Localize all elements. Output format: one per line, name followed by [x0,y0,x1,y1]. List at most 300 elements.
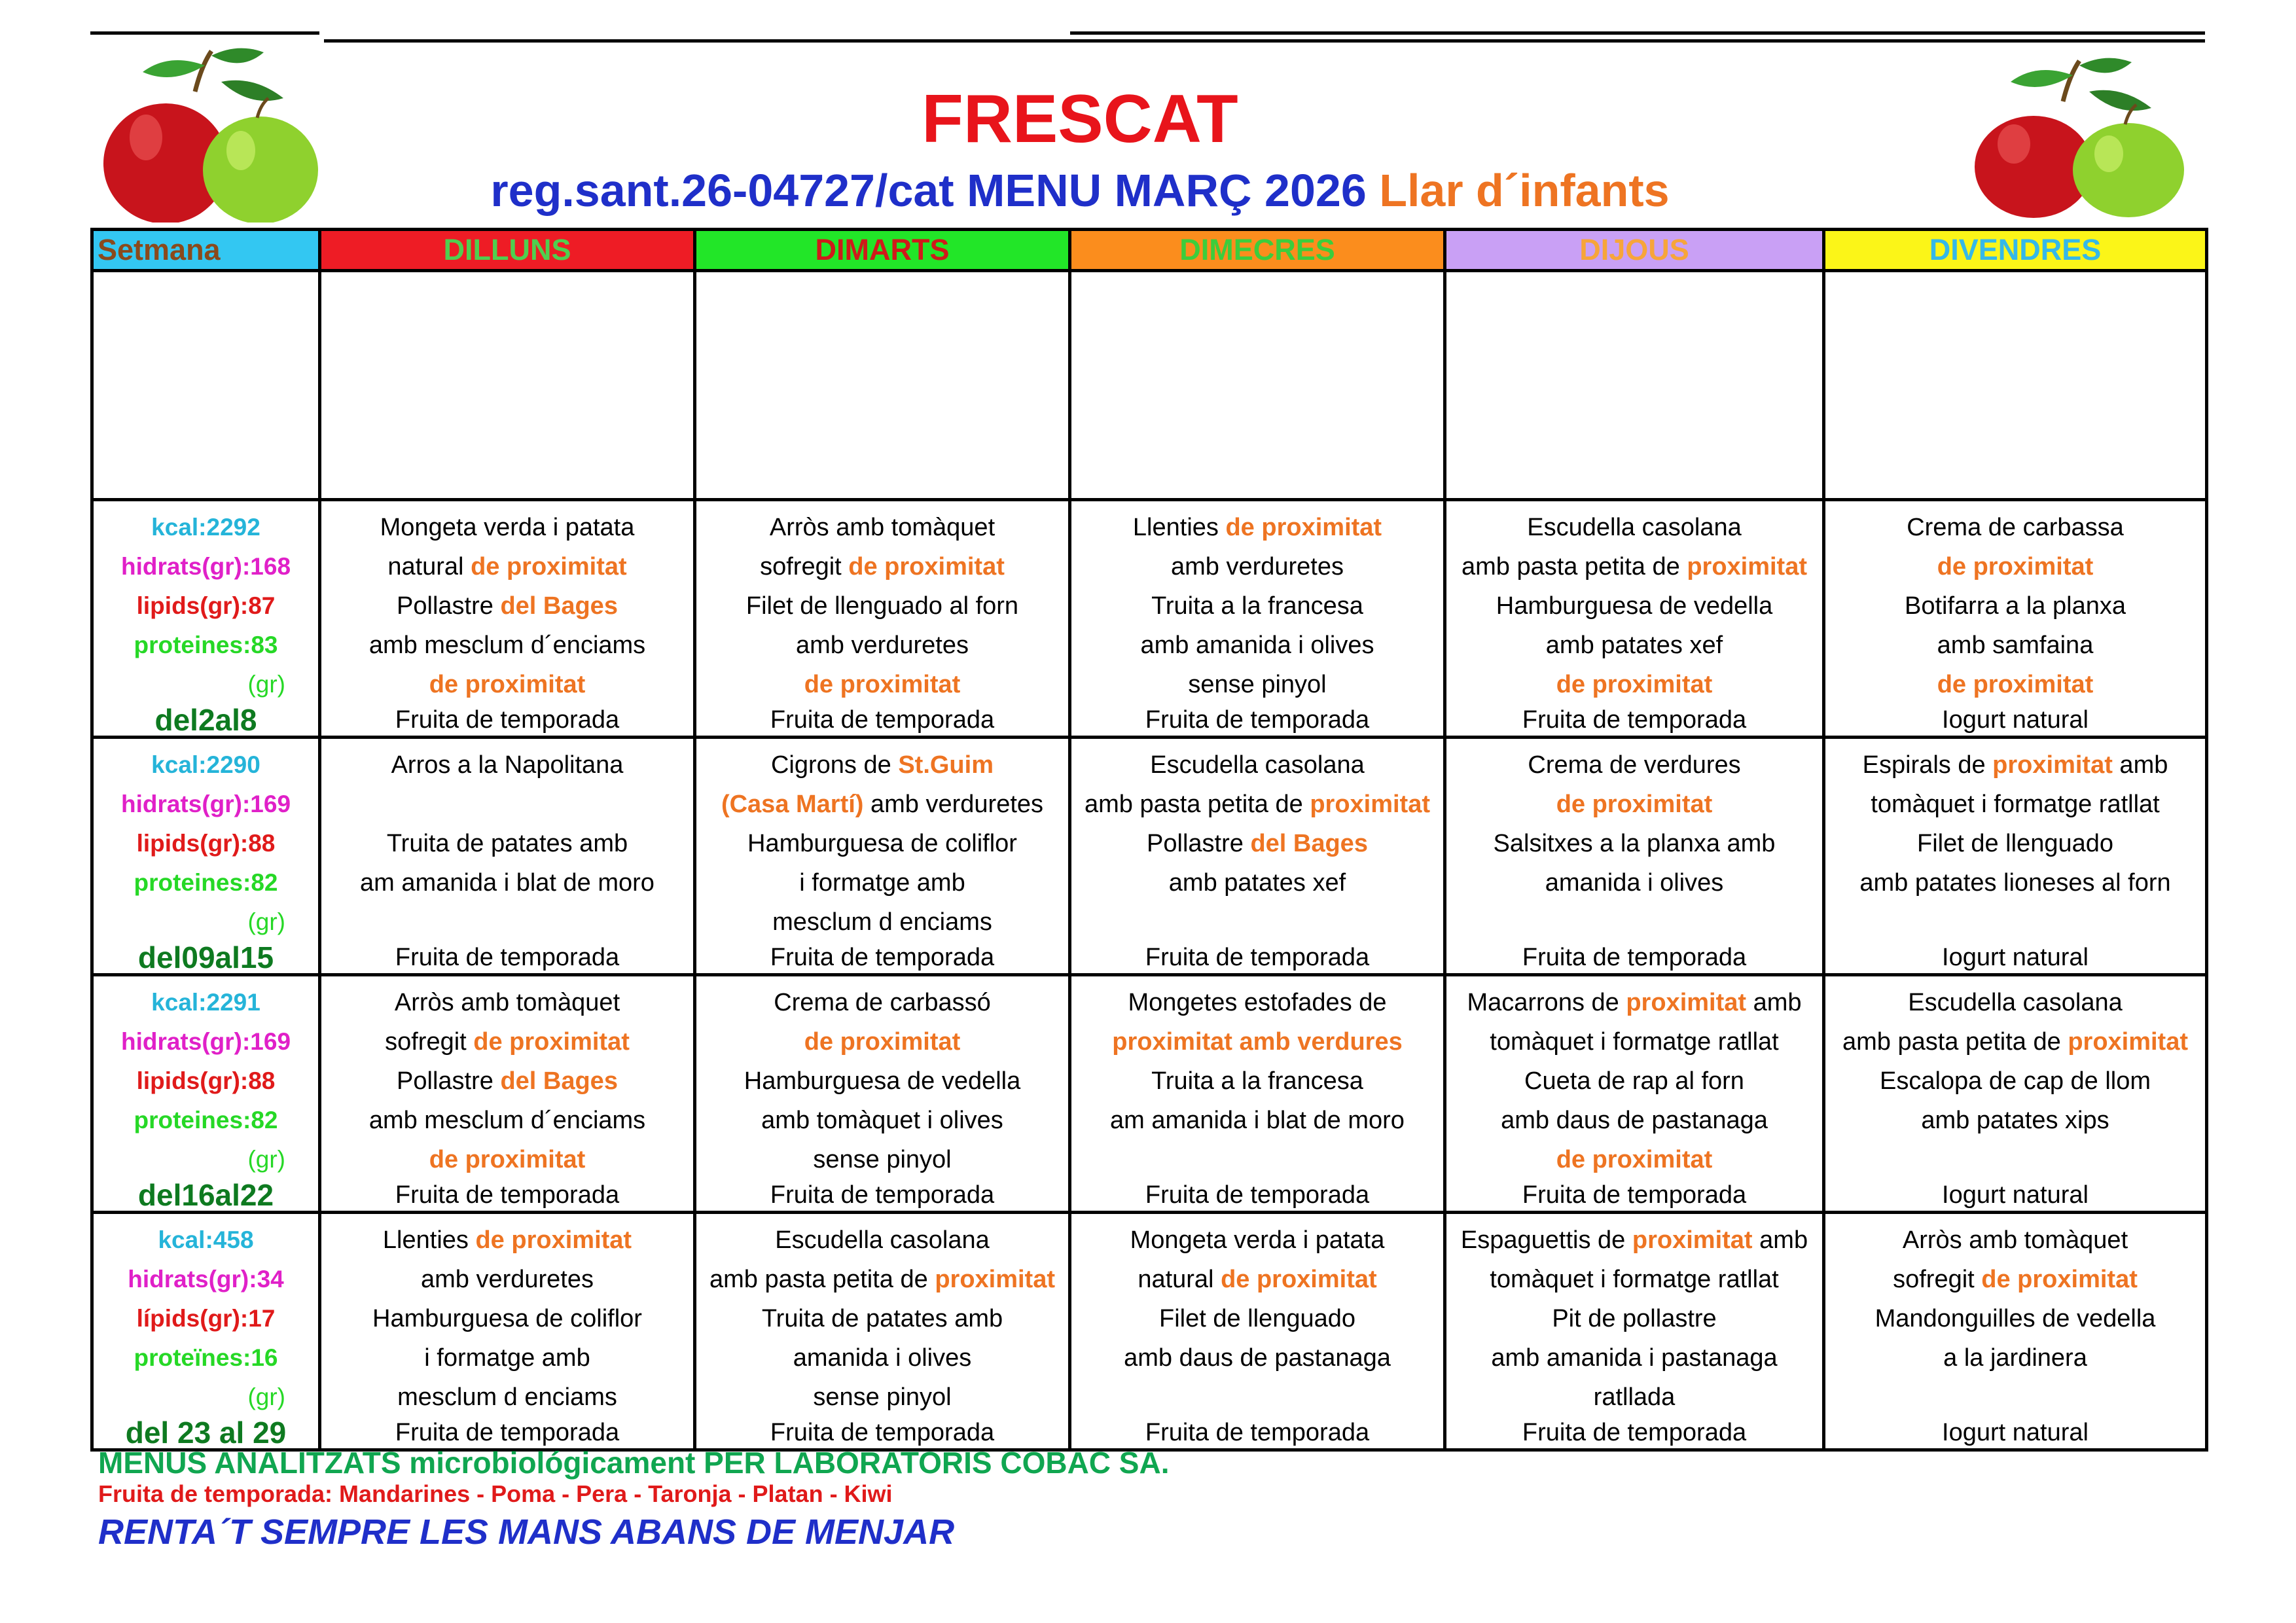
menu-cell [320,738,695,975]
menu-line [696,863,1068,902]
menu-line [1446,1140,1822,1179]
highlight-text: de proximitat [471,553,627,580]
week-row [92,975,2207,1213]
dish-text: Crema de carbassa [1907,514,2124,541]
dish-text: Espaguettis de [1460,1226,1632,1254]
menu-line [1825,902,2205,942]
highlight-text: proximitat [2068,1028,2189,1056]
dish-text: Hamburguesa de vedella [1496,592,1773,620]
menu-line [1071,942,1443,973]
menu-line [321,863,693,902]
menu-line [1446,1221,1822,1260]
menu-line [1825,1299,2205,1338]
menu-line [321,704,693,736]
dish-text: Botifarra a la planxa [1905,592,2126,620]
menu-line [321,983,693,1022]
menu-line [1071,1179,1443,1211]
menu-line [1071,902,1443,942]
protein-value: proteïnes:16 [134,1344,278,1371]
menu-line [1446,626,1822,665]
dish-text: Fruita de temporada [1522,1419,1747,1446]
highlight-text: (Casa Martí) [721,791,864,818]
protein-value: proteines:82 [134,869,278,896]
highlight-text: de proximitat [1221,1266,1377,1293]
dish-text: amb [1752,1226,1808,1254]
dish-text: amb patates xef [1168,869,1346,897]
dish-text: natural [1138,1266,1221,1293]
highlight-text: proximitat [1626,989,1747,1016]
menu-line [1446,1061,1822,1101]
dish-text: Filet de llenguado [1159,1305,1355,1332]
menu-line [321,508,693,547]
dish-text: Arròs amb tomàquet [769,514,996,541]
dish-text: Cueta de rap al forn [1524,1067,1744,1095]
menu-cell [320,500,695,738]
dish-text: i formatge amb [799,869,965,897]
menu-line [321,547,693,586]
menu-line [321,902,693,942]
menu-line [696,1338,1068,1378]
dish-text: sofregit [385,1028,474,1056]
dish-text: Escudella casolana [1527,514,1742,541]
dish-text: amb verduretes [795,632,969,659]
menu-line [321,1061,693,1101]
lipids-value: lipids(gr):87 [136,592,276,619]
dish-text: Crema de carbassó [774,989,991,1016]
highlight-text: proximitat [1310,791,1431,818]
menu-subtitle [262,162,1898,219]
menu-line [1071,1140,1443,1179]
menu-line [1446,785,1822,824]
dish-text: sense pinyol [813,1146,952,1173]
menu-line [1825,824,2205,863]
menu-line [1825,508,2205,547]
menu-line [1825,863,2205,902]
menu-line [696,745,1068,785]
menu-line [696,942,1068,973]
menu-line [1071,824,1443,863]
dish-text: natural [387,553,471,580]
dish-text: amb pasta petita de [1084,791,1310,818]
dish-text: Filet de llenguado al forn [745,592,1019,620]
carbs-value: hidrats(gr):169 [120,791,291,817]
dish-text: Fruita de temporada [395,944,620,971]
menu-line [696,586,1068,626]
dish-text: sense pinyol [813,1383,952,1411]
dish-text: amb pasta petita de [1461,553,1687,580]
dish-text: Escudella casolana [1150,751,1365,779]
menu-line [696,704,1068,736]
menu-line [1071,745,1443,785]
menu-line [321,1378,693,1417]
top-border-left [90,31,319,35]
dish-text: Arròs amb tomàquet [394,989,620,1016]
dish-text: ratllada [1593,1383,1676,1411]
dish-text: amb patates xips [1921,1107,2109,1134]
dish-text: amb patates lioneses al forn [1859,869,2171,897]
menu-cell [1445,975,1824,1213]
dish-text: Pollastre [397,592,501,620]
blank-cell [92,271,320,500]
menu-line [1071,508,1443,547]
dish-text: amb patates xef [1545,632,1723,659]
week-dates: del16al22 [137,1179,274,1211]
dish-text: Mandonguilles de vedella [1874,1305,2156,1332]
menu-line [696,785,1068,824]
dish-text: amb [2112,751,2168,779]
menu-line [1071,1378,1443,1417]
menu-line [1446,745,1822,785]
header-monday: DILLUNS [320,230,695,271]
menu-line [1071,626,1443,665]
dish-text: Truita a la francesa [1151,1067,1363,1095]
menu-line [1446,665,1822,704]
dish-text: Cigrons de [770,751,899,779]
week-dates: del09al15 [137,942,274,973]
menu-cell [1070,975,1445,1213]
dish-text: Truita a la francesa [1151,592,1363,620]
menu-line [696,626,1068,665]
dish-text: amb [1746,989,1802,1016]
menu-line [321,586,693,626]
menu-table [90,228,2208,1452]
menu-line [1446,1179,1822,1211]
menu-line [321,1417,693,1448]
dish-text: Iogurt natural [1942,1181,2089,1209]
week-row [92,500,2207,738]
dish-text: Mongeta verda i patata [1130,1226,1385,1254]
menu-line [696,902,1068,942]
week-dates: del2al8 [154,704,257,736]
dish-text: Arròs amb tomàquet [1902,1226,2128,1254]
top-border-right [1070,31,2205,35]
menu-line [321,785,693,824]
menu-line [1825,665,2205,704]
menu-cell [320,975,695,1213]
header-row [92,230,2207,271]
menu-cell [1824,738,2207,975]
highlight-text: del Bages [500,1067,618,1095]
highlight-text: de proximitat [1556,791,1713,818]
dish-text: Truita de patates amb [386,830,628,857]
week-nutrition-cell [92,975,320,1213]
menu-cell [1445,738,1824,975]
menu-cell [1070,500,1445,738]
dish-text: Pollastre [1147,830,1251,857]
menu-line [1071,1101,1443,1140]
dish-text: sense pinyol [1188,671,1327,698]
dish-text: Fruita de temporada [1522,1181,1747,1209]
hand-washing-note: RENTA´T SEMPRE LES MANS ABANS DE MENJAR [98,1512,955,1552]
menu-cell [695,738,1070,975]
menu-line [1446,1260,1822,1299]
dish-text: Fruita de temporada [770,1181,995,1209]
menu-line [696,983,1068,1022]
header-wednesday: DIMECRES [1070,230,1445,271]
dish-text: amb samfaina [1937,632,2094,659]
dish-text: Escalopa de cap de llom [1879,1067,2151,1095]
week-row [92,1213,2207,1450]
lipids-value: lipids(gr):88 [136,1067,276,1094]
menu-line [1071,863,1443,902]
menu-line [1071,1299,1443,1338]
dish-text: tomàquet i formatge ratllat [1871,791,2160,818]
menu-line [1825,745,2205,785]
menu-line [696,547,1068,586]
highlight-text: de proximitat [1937,671,2094,698]
dish-text: Crema de verdures [1528,751,1741,779]
dish-text: Fruita de temporada [1145,1419,1370,1446]
highlight-text: proximitat [1687,553,1808,580]
highlight-text: de proximitat [429,671,586,698]
menu-line [321,1022,693,1061]
dish-text: Pollastre [397,1067,501,1095]
carbs-value: hidrats(gr):34 [128,1266,284,1293]
menu-line [1446,586,1822,626]
menu-line [696,1140,1068,1179]
menu-line [1446,902,1822,942]
dish-text: Macarrons de [1467,989,1626,1016]
menu-line [1825,1179,2205,1211]
dish-text: Escudella casolana [1908,989,2123,1016]
menu-cell [1824,1213,2207,1450]
highlight-text: de proximitat [1556,1146,1713,1173]
menu-line [1825,586,2205,626]
menu-line [696,1378,1068,1417]
menu-line [1825,1417,2205,1448]
menu-line [696,1260,1068,1299]
kcal-value: kcal:2292 [151,514,260,541]
menu-line [1446,1378,1822,1417]
dish-text: Truita de patates amb [761,1305,1003,1332]
blank-cell [1445,271,1824,500]
blank-cell [320,271,695,500]
highlight-text: de proximitat [804,671,961,698]
menu-line [321,1299,693,1338]
dish-text: Fruita de temporada [1145,706,1370,734]
dish-text: tomàquet i formatge ratllat [1490,1266,1779,1293]
menu-line [1071,586,1443,626]
menu-line [1825,1260,2205,1299]
header-week: Setmana [92,230,320,271]
dish-text: mesclum d enciams [397,1383,617,1411]
blank-row [92,271,2207,500]
dish-text: Iogurt natural [1942,1419,2089,1446]
menu-line [1446,942,1822,973]
menu-line [1825,1140,2205,1179]
menu-line [1825,1022,2205,1061]
dish-text: mesclum d enciams [772,908,992,936]
page-title: FRESCAT [922,81,1238,157]
dish-text: Fruita de temporada [1145,1181,1370,1209]
dish-text: Mongetes estofades de [1128,989,1387,1016]
menu-line [696,1299,1068,1338]
menu-cell [1445,1213,1824,1450]
menu-line [1825,1101,2205,1140]
menu-cell [1445,500,1824,738]
menu-line [321,1140,693,1179]
menu-cell [695,500,1070,738]
menu-line [321,942,693,973]
dish-text: Fruita de temporada [1522,706,1747,734]
menu-line [321,1221,693,1260]
grams-unit: (gr) [247,908,285,935]
highlight-text: proximitat [1992,751,2113,779]
menu-line [696,1061,1068,1101]
menu-line [1071,1022,1443,1061]
menu-line [1825,983,2205,1022]
grams-unit: (gr) [247,1383,285,1410]
dish-text: tomàquet i formatge ratllat [1490,1028,1779,1056]
dish-text: sofregit [1893,1266,1982,1293]
header-tuesday: DIMARTS [695,230,1070,271]
menu-line [696,824,1068,863]
grams-unit: (gr) [247,671,285,698]
dish-text: am amanida i blat de moro [1110,1107,1405,1134]
highlight-text: de proximitat [1556,671,1713,698]
week-nutrition-cell [92,500,320,738]
dish-text: Fruita de temporada [395,706,620,734]
dish-text: Llenties [1132,514,1226,541]
center-type: Llar d´infants [1379,165,1670,216]
menu-line [1446,704,1822,736]
dish-text: Hamburguesa de vedella [744,1067,1021,1095]
blank-cell [695,271,1070,500]
menu-line [321,1260,693,1299]
menu-line [1071,1417,1443,1448]
menu-line [696,1417,1068,1448]
protein-value: proteines:83 [134,632,278,658]
menu-line [1446,824,1822,863]
dish-text: Fruita de temporada [770,1419,995,1446]
dish-text: amb verduretes [1170,553,1344,580]
dish-text: Hamburguesa de coliflor [747,830,1017,857]
dish-text: amb verduretes [863,791,1044,818]
week-nutrition-cell [92,1213,320,1450]
menu-line [1446,547,1822,586]
menu-line [1446,983,1822,1022]
dish-text: sofregit [760,553,849,580]
dish-text: Filet de llenguado [1917,830,2113,857]
highlight-text: de proximitat [475,1226,632,1254]
menu-line [1071,704,1443,736]
dish-text: Hamburguesa de coliflor [372,1305,642,1332]
menu-line [1071,1061,1443,1101]
dish-text: Fruita de temporada [1522,944,1747,971]
highlight-text: de proximitat [1225,514,1382,541]
menu-line [1446,1299,1822,1338]
menu-cell [1070,738,1445,975]
menu-line [321,665,693,704]
top-border-main [324,39,2205,43]
dish-text: Llenties [382,1226,476,1254]
dish-text: Arros a la Napolitana [391,751,624,779]
highlight-text: de proximitat [848,553,1005,580]
menu-line [1071,1221,1443,1260]
highlight-text: del Bages [500,592,618,620]
menu-line [1825,785,2205,824]
menu-cell [1824,975,2207,1213]
dish-text: Fruita de temporada [1145,944,1370,971]
dish-text: Fruita de temporada [395,1419,620,1446]
menu-line [1071,1338,1443,1378]
blank-cell [1070,271,1445,500]
carbs-value: hidrats(gr):169 [120,1028,291,1055]
menu-cell [1824,500,2207,738]
grams-unit: (gr) [247,1146,285,1173]
dish-text: Fruita de temporada [770,706,995,734]
dish-text: amb amanida i pastanaga [1491,1344,1778,1372]
lab-analysis-note: MENUS ANALITZATS microbiológicament PER LABORATORIS COBAC SA. [98,1446,1170,1480]
dish-text: amb pasta petita de [1842,1028,2068,1056]
menu-cell [695,1213,1070,1450]
carbs-value: hidrats(gr):168 [120,553,291,580]
seasonal-fruit-note: Fruita de temporada: Mandarines - Poma - Pera - Taronja - Platan - Kiwi [98,1480,893,1507]
menu-cell [1070,1213,1445,1450]
menu-line [1825,1221,2205,1260]
menu-line [321,1101,693,1140]
highlight-text: del Bages [1250,830,1368,857]
kcal-value: kcal:2290 [151,751,260,778]
menu-line [1825,1061,2205,1101]
highlight-text: de proximitat [429,1146,586,1173]
dish-text: amb daus de pastanaga [1124,1344,1391,1372]
dish-text: amanida i olives [793,1344,972,1372]
dish-text: Fruita de temporada [395,1181,620,1209]
dish-text: amb verduretes [420,1266,594,1293]
menu-line [1825,942,2205,973]
menu-line [1825,1338,2205,1378]
menu-line [1446,1101,1822,1140]
week-dates: del 23 al 29 [125,1417,287,1448]
dish-text: am amanida i blat de moro [360,869,655,897]
lipids-value: lípids(gr):17 [136,1305,276,1332]
menu-line [321,1179,693,1211]
dish-text: amb amanida i olives [1140,632,1374,659]
menu-line [1071,785,1443,824]
menu-line [1071,665,1443,704]
dish-text: amb mesclum d´enciams [368,1107,646,1134]
highlight-text: St.Guim [898,751,994,779]
menu-line [1825,547,2205,586]
registration-number: reg.sant.26-04727/cat [490,165,954,216]
menu-line [1071,983,1443,1022]
highlight-text: proximitat [935,1266,1056,1293]
dish-text: Iogurt natural [1942,944,2089,971]
dish-text: Pit de pollastre [1552,1305,1717,1332]
highlight-text: proximitat amb verdures [1112,1028,1403,1056]
apples-image-right [1965,56,2200,219]
dish-text: Salsitxes a la planxa amb [1493,830,1776,857]
menu-line [696,1022,1068,1061]
highlight-text: proximitat [1632,1226,1753,1254]
menu-line [321,626,693,665]
week-row [92,738,2207,975]
highlight-text: de proximitat [1937,553,2094,580]
blank-cell [1824,271,2207,500]
header-friday: DIVENDRES [1824,230,2207,271]
dish-text: Fruita de temporada [770,944,995,971]
dish-text: amb pasta petita de [709,1266,935,1293]
header-thursday: DIJOUS [1445,230,1824,271]
dish-text: a la jardinera [1943,1344,2087,1372]
highlight-text: de proximitat [473,1028,630,1056]
highlight-text: de proximitat [804,1028,961,1056]
menu-month: MENU MARÇ 2026 [967,165,1367,216]
menu-line [1446,863,1822,902]
menu-line [696,508,1068,547]
menu-line [696,1179,1068,1211]
